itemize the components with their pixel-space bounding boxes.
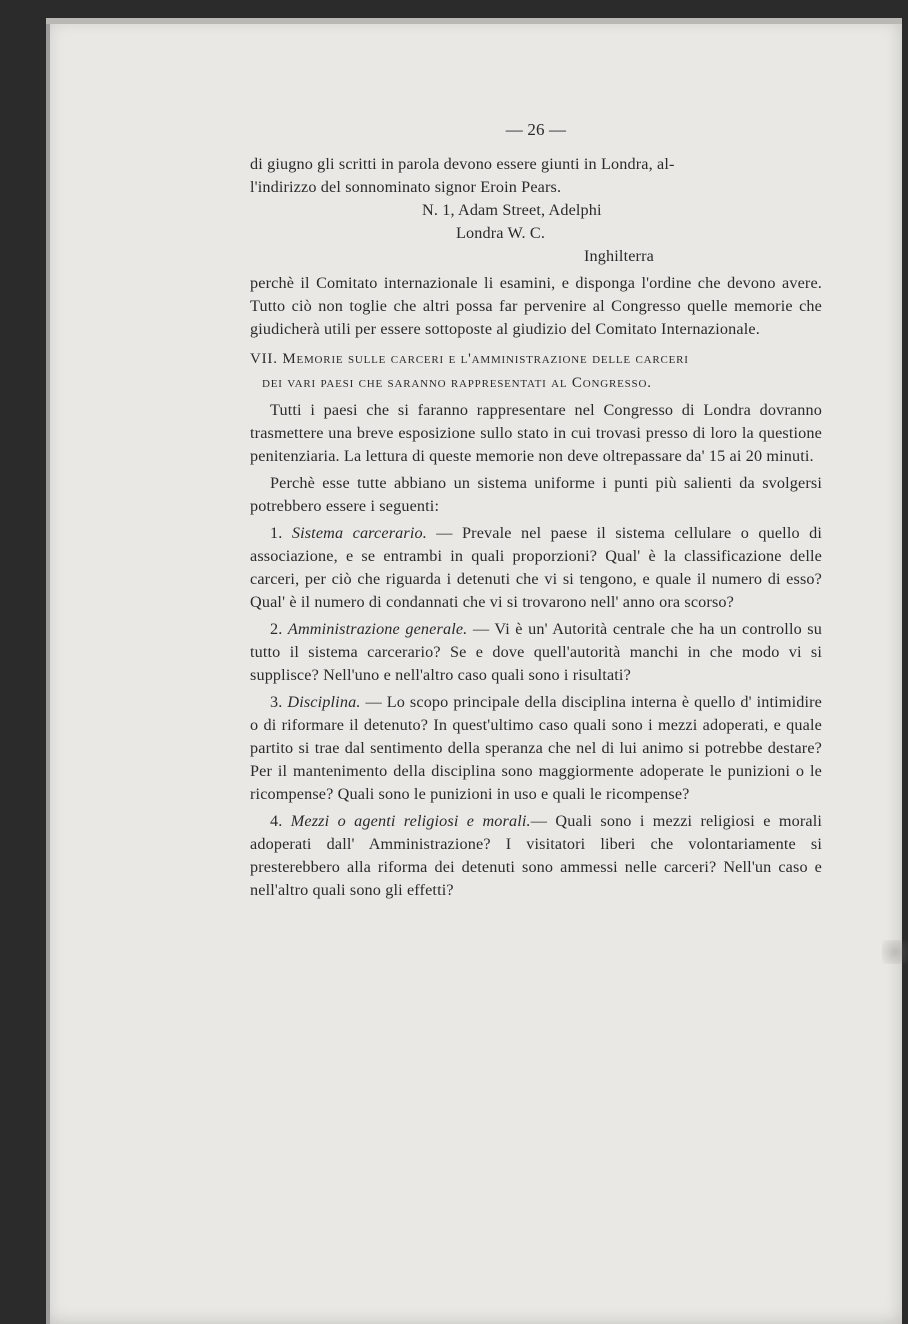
item-title: Mezzi o agenti religiosi e morali. [290, 812, 531, 830]
item-text: — Prevale nel paese il sistema cellulare o quello di associazione, e se entrambi in quali proporzioni? Qual' è la classificazione delle carceri, per ciò che riguarda i detenuti che vi si tengono, e quale il numero di esso? Qual' è il numero di condannati che vi si trovarono nell' anno ora scorso? [250, 524, 822, 611]
postal-address [250, 199, 822, 268]
item-text: — Vi è un' Autorità centrale che ha un controllo su tutto il sistema carcerario? Se e dove quell'autorità manchi in che modo vi si supplisce? Nell'uno e nell'altro caso quali sono i risultati? [250, 620, 822, 684]
paragraph-committee: perchè il Comitato internazionale li esamini, e disponga l'ordine che devono avere. Tutto ciò non toglie che altri possa far pervenire al Congresso quelle memorie che giudicherà utili per essere sottoposte al giudizio del Comitato Internazionale. [250, 274, 822, 338]
item-title: Amministrazione generale. [287, 620, 468, 638]
item-title: Sistema carcerario. [291, 524, 427, 542]
intro-line-2: l'indirizzo del sonnominato signor Eroin Pears. [250, 178, 562, 196]
page-left-edge [46, 18, 50, 1324]
paper-stain [882, 940, 908, 964]
list-item [250, 618, 822, 687]
address-line-3: Inghilterra [584, 247, 654, 265]
item-text: — Quali sono i mezzi religiosi e morali adoperati dall' Amministrazione? I visitatori liberi che volontariamente si presterebbero alla riforma dei detenuti sono ammessi nelle carceri? Nell'un caso e nell'altro quali sono gli effetti? [250, 812, 823, 899]
list-item [250, 810, 822, 902]
address-line-1: N. 1, Adam Street, Adelphi [422, 201, 602, 219]
page-number: — 26 — [505, 120, 567, 139]
item-number: 2. [270, 620, 283, 638]
list-item [250, 691, 822, 806]
item-number: 1. [270, 524, 283, 542]
intro-line-1: di giugno gli scritti in parola devono essere giunti in Londra, al- [250, 155, 675, 173]
section-heading [250, 347, 822, 395]
section-heading-line-1: VII. Memorie sulle carceri e l'amministrazione delle carceri [250, 351, 689, 367]
paragraph-uniform-system: Perchè esse tutte abbiano un sistema uniforme i punti più salienti da svolgersi potrebbero essere i seguenti: [250, 474, 822, 515]
page-top-edge [46, 18, 902, 24]
item-text: — Lo scopo principale della disciplina interna è quello d' intimidire o di riformare il detenuto? In quest'ultimo caso quali sono i mezzi adoperati, e quale partito si trae dal sentimento della speranza che nel di lui animo si potrebbe destare? Per il mantenimento della disciplina sono maggiormente adoperate le punizioni o le ricompense? Quali sono le punizioni in uso e quali le ricompense? [250, 693, 822, 803]
item-title: Disciplina. [287, 693, 361, 711]
page-text [250, 118, 822, 902]
item-number: 3. [270, 693, 283, 711]
list-item [250, 522, 822, 614]
section-heading-line-2: dei vari paesi che saranno rappresentati al Congresso. [262, 375, 652, 391]
intro-paragraph [250, 153, 822, 199]
paragraph-countries: Tutti i paesi che si faranno rappresentare nel Congresso di Londra dovranno trasmettere una breve esposizione sullo stato in cui trovasi presso di loro la questione penitenziaria. La lettura di queste memorie non deve oltrepassare da' 15 ai 20 minuti. [250, 401, 822, 465]
item-number: 4. [270, 812, 283, 830]
address-line-2: Londra W. C. [456, 224, 546, 242]
